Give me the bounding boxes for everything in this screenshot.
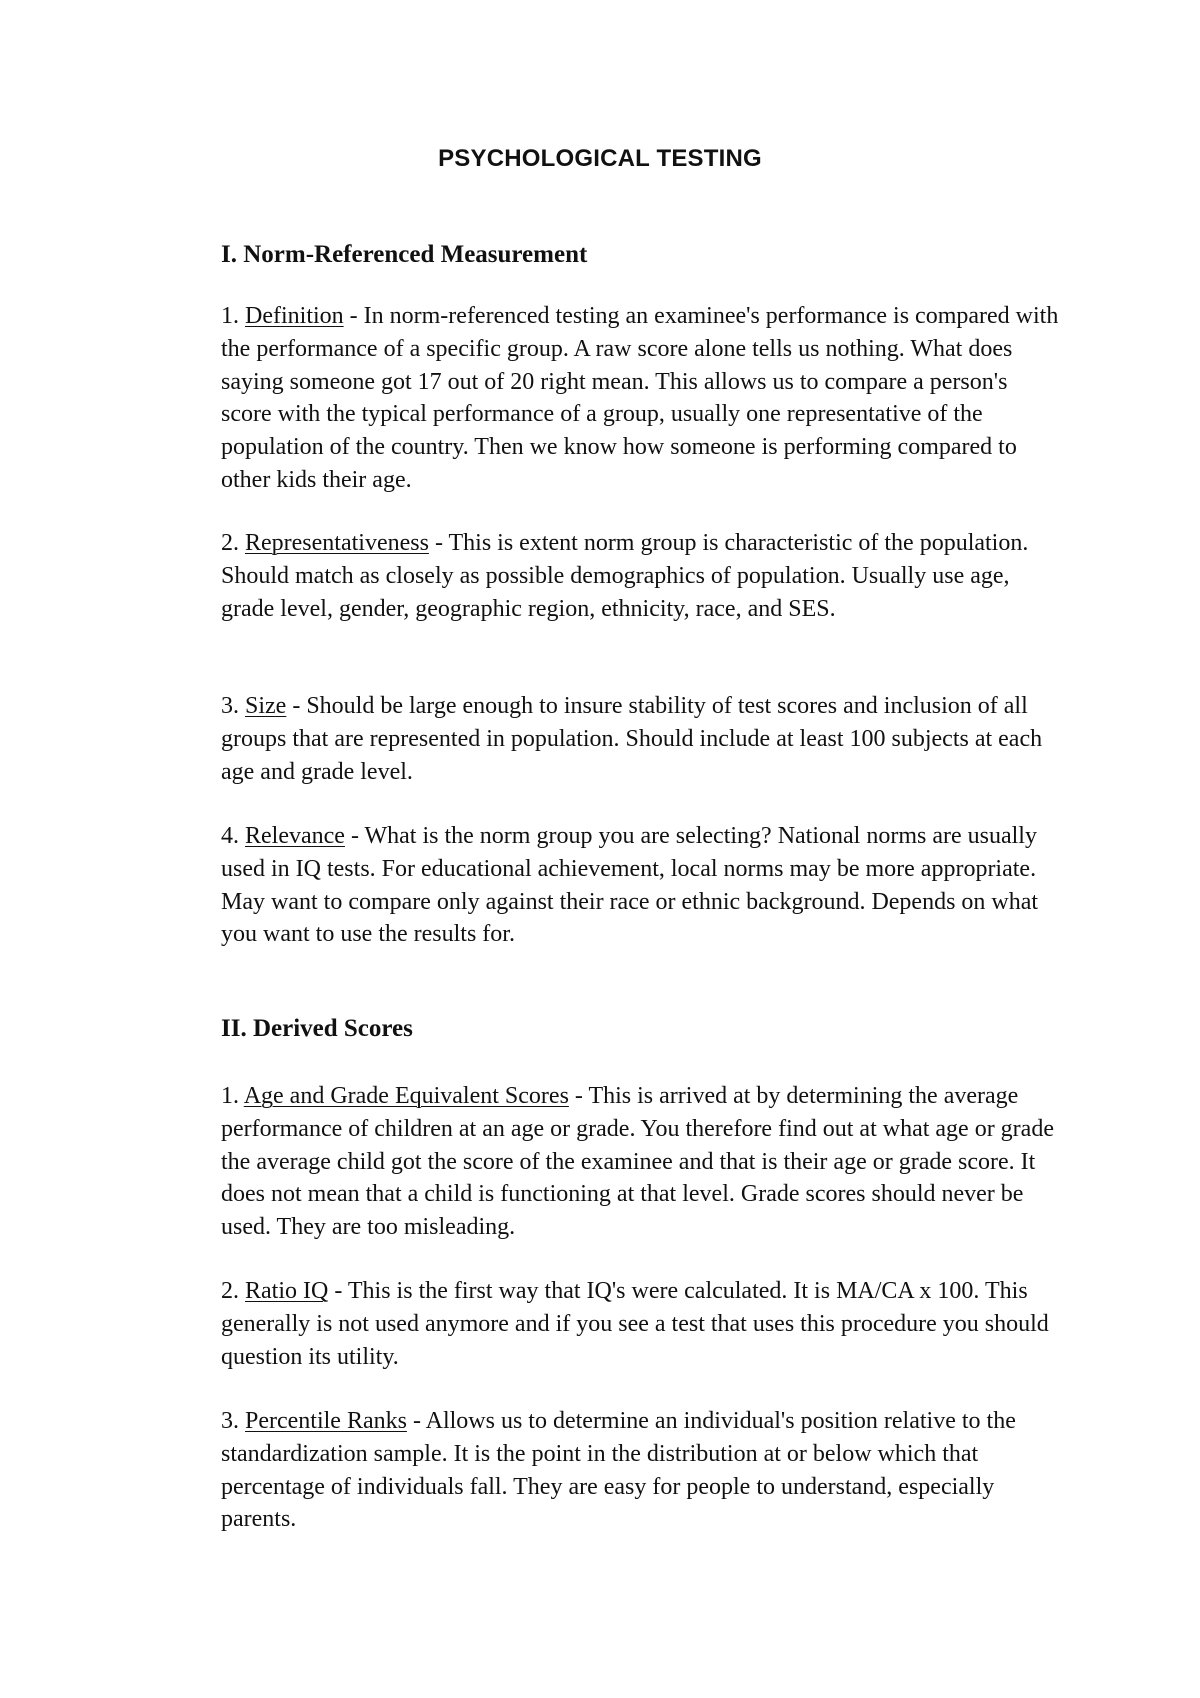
section-heading-derived-scores: II. Derived Scores xyxy=(221,1015,413,1042)
item-text: - Allows us to determine an individual's position relative to the standardization sample. It is the point in the distribution at or below which that percentage of individuals fall. They are easy for people to understand, especially parents. xyxy=(221,1408,1016,1533)
term-relevance: Relevance xyxy=(245,823,345,849)
term-age-grade-equivalent: Age and Grade Equivalent Scores xyxy=(243,1083,569,1109)
section-heading-norm-referenced: I. Norm-Referenced Measurement xyxy=(221,241,588,268)
item-number: 1. xyxy=(221,1083,244,1109)
paragraph-representativeness xyxy=(221,527,1061,625)
item-text: - Should be large enough to insure stability of test scores and inclusion of all groups that are represented in population. Should include at least 100 subjects at each age and grade level. xyxy=(221,693,1043,785)
term-size: Size xyxy=(245,693,287,719)
item-number: 3. xyxy=(221,693,245,719)
item-text: - What is the norm group you are selecting? National norms are usually used in IQ tests. For educational achievement, local norms may be more appropriate. May want to compare only against their race or ethnic background. Depends on what you want to use the results for. xyxy=(221,823,1039,948)
item-number: 2. xyxy=(221,530,245,556)
paragraph-age-grade-equivalent xyxy=(221,1080,1061,1244)
paragraph-size xyxy=(221,690,1061,788)
paragraph-ratio-iq xyxy=(221,1275,1061,1373)
item-number: 3. xyxy=(221,1408,245,1434)
item-text: - This is the first way that IQ's were calculated. It is MA/CA x 100. This generally is not used anymore and if you see a test that uses this procedure you should question its utility. xyxy=(221,1278,1049,1370)
item-text: - This is extent norm group is characteristic of the population. Should match as closely as possible demographics of population. Usually use age, grade level, gender, geographic region, ethnicity, race, and SES. xyxy=(221,530,1029,622)
item-number: 2. xyxy=(221,1278,245,1304)
document-title: PSYCHOLOGICAL TESTING xyxy=(438,145,762,172)
term-representativeness: Representativeness xyxy=(245,530,429,556)
item-text: - This is arrived at by determining the average performance of children at an age or grade. You therefore find out at what age or grade the average child got the score of the examinee and that is their age or grade score. It does not mean that a child is functioning at that level. Grade scores should never be used. They are too misleading. xyxy=(221,1083,1054,1241)
term-percentile-ranks: Percentile Ranks xyxy=(245,1408,407,1434)
term-ratio-iq: Ratio IQ xyxy=(245,1278,329,1304)
item-number: 1. xyxy=(221,303,245,329)
item-number: 4. xyxy=(221,823,245,849)
paragraph-definition xyxy=(221,300,1061,497)
paragraph-relevance xyxy=(221,820,1061,951)
item-text: - In norm-referenced testing an examinee's performance is compared with the performance of a specific group. A raw score alone tells us nothing. What does saying someone got 17 out of 20 right mean. This allows us to compare a person's score with the typical performance of a group, usually one representative of the population of the country. Then we know how someone is performing compared to other kids their age. xyxy=(221,303,1059,493)
paragraph-percentile-ranks xyxy=(221,1405,1061,1536)
term-definition: Definition xyxy=(245,303,344,329)
